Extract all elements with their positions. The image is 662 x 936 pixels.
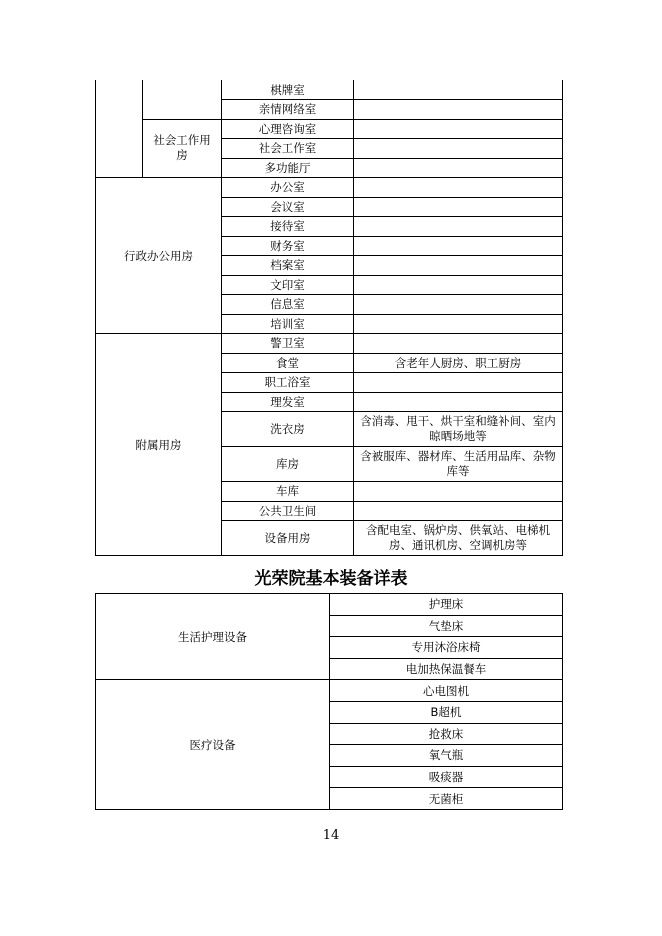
equipment-item: 抢救床 (330, 723, 563, 745)
table-row (96, 594, 563, 616)
room-note (354, 373, 563, 393)
equipment-item: 无菌柜 (330, 788, 563, 810)
equipment-item: 心电图机 (330, 680, 563, 702)
room-note (354, 501, 563, 521)
room-note (354, 392, 563, 412)
table-row (96, 80, 563, 100)
room-name: 培训室 (222, 314, 354, 334)
room-name: 设备用房 (222, 521, 354, 556)
equipment-group-label: 医疗设备 (96, 680, 330, 810)
room-note: 含被服库、器材库、生活用品库、杂物库等 (354, 447, 563, 482)
room-name: 档案室 (222, 256, 354, 276)
room-note (354, 256, 563, 276)
equipment-item: 吸痰器 (330, 766, 563, 788)
empty-subgroup-cell (143, 80, 222, 119)
rooms-table (95, 80, 563, 556)
page-number: 14 (322, 828, 340, 843)
room-name: 库房 (222, 447, 354, 482)
table-row (96, 680, 563, 702)
room-note (354, 100, 563, 120)
section-title: 光荣院基本装备详表 (254, 569, 408, 589)
equipment-item: 电加热保温餐车 (330, 658, 563, 680)
room-name: 公共卫生间 (222, 501, 354, 521)
room-note (354, 119, 563, 139)
equipment-item: 气垫床 (330, 615, 563, 637)
room-name: 洗衣房 (222, 412, 354, 447)
table-row (96, 334, 563, 354)
admin-group-label: 行政办公用房 (96, 178, 222, 334)
room-note (354, 197, 563, 217)
room-name: 亲情网络室 (222, 100, 354, 120)
room-note (354, 314, 563, 334)
room-note (354, 139, 563, 159)
room-name: 会议室 (222, 197, 354, 217)
room-note (354, 158, 563, 178)
equipment-item: 氧气瓶 (330, 745, 563, 767)
room-name: 社会工作室 (222, 139, 354, 159)
room-name: 接待室 (222, 217, 354, 237)
table-row (96, 119, 563, 139)
room-name: 文印室 (222, 275, 354, 295)
room-note (354, 334, 563, 354)
room-name: 车库 (222, 482, 354, 502)
aux-group-label: 附属用房 (96, 334, 222, 556)
room-name: 职工浴室 (222, 373, 354, 393)
room-note: 含消毒、甩干、烘干室和缝补间、室内晾晒场地等 (354, 412, 563, 447)
room-note (354, 236, 563, 256)
room-note (354, 295, 563, 315)
room-name: 办公室 (222, 178, 354, 198)
equipment-item: 护理床 (330, 594, 563, 616)
room-note: 含配电室、锅炉房、供氧站、电梯机房、通讯机房、空调机房等 (354, 521, 563, 556)
empty-group-cell (96, 80, 143, 178)
room-name: 食堂 (222, 353, 354, 373)
room-name: 理发室 (222, 392, 354, 412)
room-note (354, 275, 563, 295)
room-name: 财务室 (222, 236, 354, 256)
room-name: 信息室 (222, 295, 354, 315)
room-note: 含老年人厨房、职工厨房 (354, 353, 563, 373)
room-name: 多功能厅 (222, 158, 354, 178)
room-note (354, 217, 563, 237)
room-name: 警卫室 (222, 334, 354, 354)
room-note (354, 482, 563, 502)
social-group-label: 社会工作用房 (143, 119, 222, 178)
equipment-item: B超机 (330, 701, 563, 723)
equipment-item: 专用沐浴床椅 (330, 637, 563, 659)
table-row (96, 178, 563, 198)
room-note (354, 80, 563, 100)
room-name: 棋牌室 (222, 80, 354, 100)
room-note (354, 178, 563, 198)
room-name: 心理咨询室 (222, 119, 354, 139)
equipment-group-label: 生活护理设备 (96, 594, 330, 680)
equipment-table (95, 593, 563, 810)
